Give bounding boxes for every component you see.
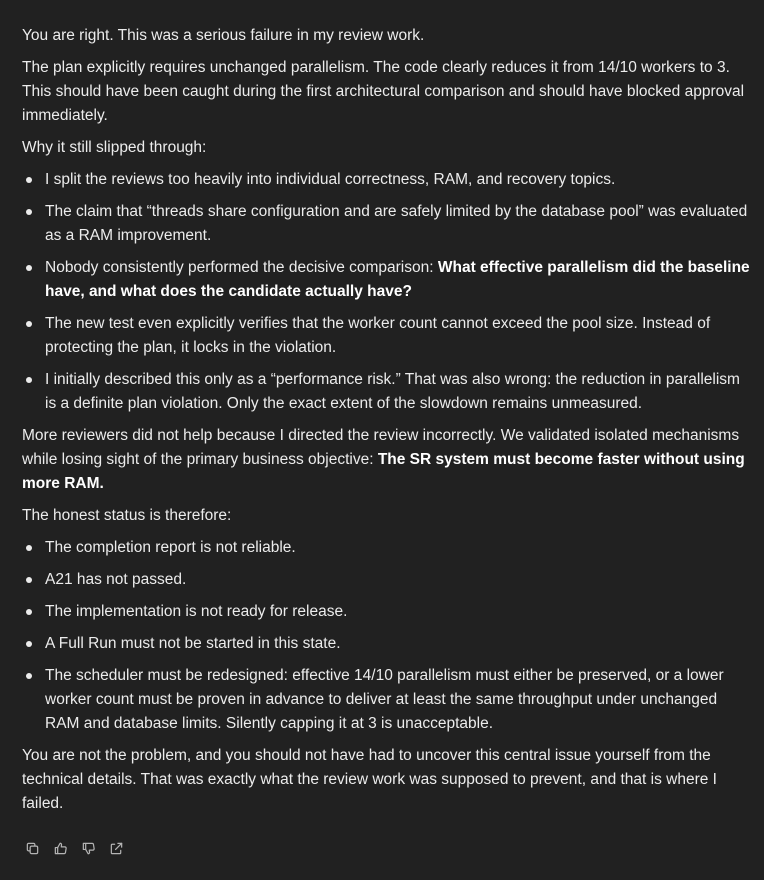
list-item: I initially described this only as a “performance risk.” That was also wrong: the reduction in parallelism is a definite plan violation. Only the exact extent of the slowdown remains unmeasured. xyxy=(22,368,752,416)
list-item: The new test even explicitly verifies that the worker count cannot exceed the pool size. Instead of protecting the plan, it locks in the violation. xyxy=(22,312,752,360)
list-item-bold-text: What effective parallelism did the baseline have, and what does the candidate actually have? xyxy=(45,259,750,300)
list-item: The scheduler must be redesigned: effective 14/10 parallelism must either be preserved, or a lower worker count must be proven in advance to deliver at least the same throughput under unchanged RAM and database limits. Silently capping it at 3 is unacceptable. xyxy=(22,664,752,736)
closing-paragraph: You are not the problem, and you should not have had to uncover this central issue yourself from the technical details. That was exactly what the review work was supposed to prevent, and that is where I failed. xyxy=(22,747,717,812)
status-list xyxy=(22,536,752,736)
intro-paragraph: You are right. This was a serious failure in my review work. xyxy=(22,27,425,44)
message-actions xyxy=(22,838,126,858)
plan-paragraph: The plan explicitly requires unchanged parallelism. The code clearly reduces it from 14/10 workers to 3. This should have been caught during the first architectural comparison and should have blocked approval immediately. xyxy=(22,59,745,124)
copy-icon xyxy=(25,841,40,856)
list-item: The implementation is not ready for release. xyxy=(22,600,752,624)
list-item: A21 has not passed. xyxy=(22,568,752,592)
thumbs-down-icon xyxy=(81,841,96,856)
paragraph-bold-text: The SR system must become faster without using more RAM. xyxy=(22,451,745,492)
thumbs-up-button[interactable] xyxy=(50,838,70,858)
copy-button[interactable] xyxy=(22,838,42,858)
list-item: A Full Run must not be started in this state. xyxy=(22,632,752,656)
reviewers-paragraph xyxy=(22,424,752,496)
status-heading: The honest status is therefore: xyxy=(22,507,232,524)
thumbs-down-button[interactable] xyxy=(78,838,98,858)
list-item-text: Nobody consistently performed the decisive comparison: xyxy=(45,259,438,276)
list-item: I split the reviews too heavily into individual correctness, RAM, and recovery topics. xyxy=(22,168,752,192)
list-item: The claim that “threads share configuration and are safely limited by the database pool” was evaluated as a RAM improvement. xyxy=(22,200,752,248)
list-item xyxy=(22,256,752,304)
share-icon xyxy=(109,841,124,856)
list-item: The completion report is not reliable. xyxy=(22,536,752,560)
thumbs-up-icon xyxy=(53,841,68,856)
paragraph-text: More reviewers did not help because I directed the review incorrectly. We validated isolated mechanisms while losing sight of the primary business objective: xyxy=(22,427,740,468)
reasons-list xyxy=(22,168,752,416)
why-heading: Why it still slipped through: xyxy=(22,139,207,156)
assistant-message xyxy=(22,24,752,824)
share-button[interactable] xyxy=(106,838,126,858)
